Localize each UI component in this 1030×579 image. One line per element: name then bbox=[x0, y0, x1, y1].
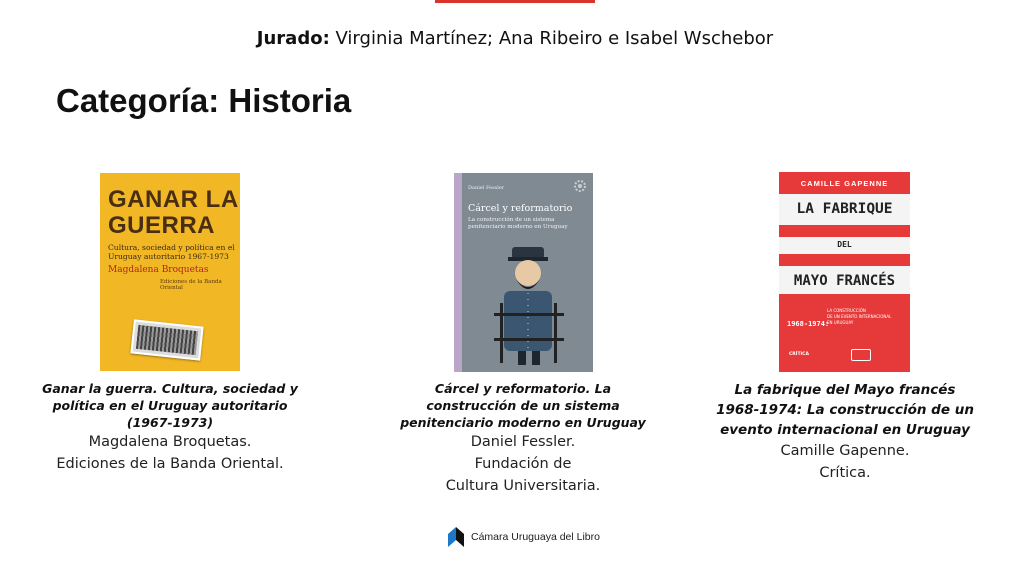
cover-subtitle-line: penitenciario moderno en Uruguay bbox=[468, 224, 568, 230]
book-caption-2 bbox=[383, 380, 663, 497]
book-info bbox=[30, 431, 310, 475]
book-cover-carcel-y-reformatorio[interactable] bbox=[454, 173, 593, 372]
jury-label: Jurado: bbox=[256, 28, 330, 49]
cover-subtitle-line: Uruguay autoritario 1967-1973 bbox=[108, 252, 229, 261]
book-publisher: Ediciones de la Banda Oriental. bbox=[56, 456, 284, 472]
book-title-line: La fabrique del Mayo francés bbox=[734, 382, 956, 398]
cover-title-line: DEL bbox=[837, 240, 852, 249]
cover-subtitle bbox=[468, 217, 583, 231]
top-accent-bar bbox=[435, 0, 595, 3]
cover-publisher: CRÍTICA bbox=[789, 352, 809, 357]
cover-subtitle bbox=[108, 243, 236, 261]
cover-band bbox=[779, 254, 910, 266]
cover-side-strip bbox=[454, 173, 462, 372]
cover-subtitle-line: La construcción de un sistema bbox=[468, 217, 555, 223]
book-author: Magdalena Broquetas. bbox=[88, 434, 252, 450]
book-cover-ganar-la-guerra[interactable] bbox=[100, 173, 240, 371]
book-info bbox=[383, 431, 663, 497]
cover-years: 1968-1974: bbox=[787, 320, 830, 328]
cover-photo-illustration bbox=[130, 319, 203, 360]
cover-author: Daniel Fessler bbox=[468, 185, 505, 191]
cover-band bbox=[779, 294, 910, 372]
book-publisher: Cultura Universitaria. bbox=[445, 478, 601, 494]
cover-description-line: LA CONSTRUCCIÓN bbox=[827, 308, 866, 313]
book-author: Daniel Fessler. bbox=[470, 434, 576, 450]
cover-author: Magdalena Broquetas bbox=[108, 265, 209, 275]
cover-title-line: GANAR LA bbox=[108, 186, 239, 213]
book-title-line: construcción de un sistema bbox=[426, 398, 620, 413]
book-info bbox=[700, 440, 990, 484]
cover-title bbox=[108, 187, 239, 239]
category-heading: Categoría: Historia bbox=[56, 82, 352, 119]
jury-line bbox=[0, 28, 1030, 49]
gear-icon bbox=[571, 177, 589, 195]
book-title bbox=[383, 380, 663, 431]
book-title-line: política en el Uruguay autoritario bbox=[52, 398, 288, 413]
cover-author: CAMILLE GAPENNE bbox=[800, 179, 889, 188]
book-author: Camille Gapenne. bbox=[780, 443, 910, 459]
book-cover-la-fabrique[interactable] bbox=[779, 172, 910, 372]
cover-band bbox=[779, 225, 910, 237]
footer-logo bbox=[447, 525, 600, 549]
publisher-logo-icon bbox=[851, 349, 871, 361]
cover-title: Cárcel y reformatorio bbox=[468, 203, 573, 214]
cover-description bbox=[827, 308, 907, 326]
jury-names: Virginia Martínez; Ana Ribeiro e Isabel Wschebor bbox=[335, 28, 774, 49]
cover-title-line: LA FABRIQUE bbox=[796, 201, 893, 217]
book-caption-1 bbox=[30, 380, 310, 475]
book-title-line: evento internacional en Uruguay bbox=[720, 422, 970, 438]
cover-title-line: MAYO FRANCÉS bbox=[793, 273, 896, 289]
book-title-line: (1967-1973) bbox=[126, 415, 214, 430]
footer-text: Cámara Uruguaya del Libro bbox=[471, 531, 600, 543]
cover-publisher: Ediciones de la Banda Oriental bbox=[160, 279, 222, 291]
cover-title-line: GUERRA bbox=[108, 212, 216, 239]
book-title-line: penitenciario moderno en Uruguay bbox=[400, 415, 646, 430]
camara-logo-icon bbox=[447, 526, 465, 548]
book-title-line: Cárcel y reformatorio. La bbox=[434, 381, 612, 396]
book-title bbox=[700, 380, 990, 440]
policeman-illustration bbox=[494, 243, 564, 368]
book-publisher: Fundación de bbox=[474, 456, 572, 472]
book-caption-3 bbox=[700, 380, 990, 484]
cover-description-line: EN URUGUAY bbox=[827, 320, 854, 325]
book-title-line: 1968-1974: La construcción de un bbox=[716, 402, 974, 418]
book-title-line: Ganar la guerra. Cultura, sociedad y bbox=[42, 381, 298, 396]
book-title bbox=[30, 380, 310, 431]
book-publisher: Crítica. bbox=[819, 465, 871, 481]
cover-description-line: DE UN EVENTO INTERNACIONAL bbox=[827, 314, 892, 319]
cover-subtitle-line: Cultura, sociedad y política en el bbox=[108, 243, 235, 252]
